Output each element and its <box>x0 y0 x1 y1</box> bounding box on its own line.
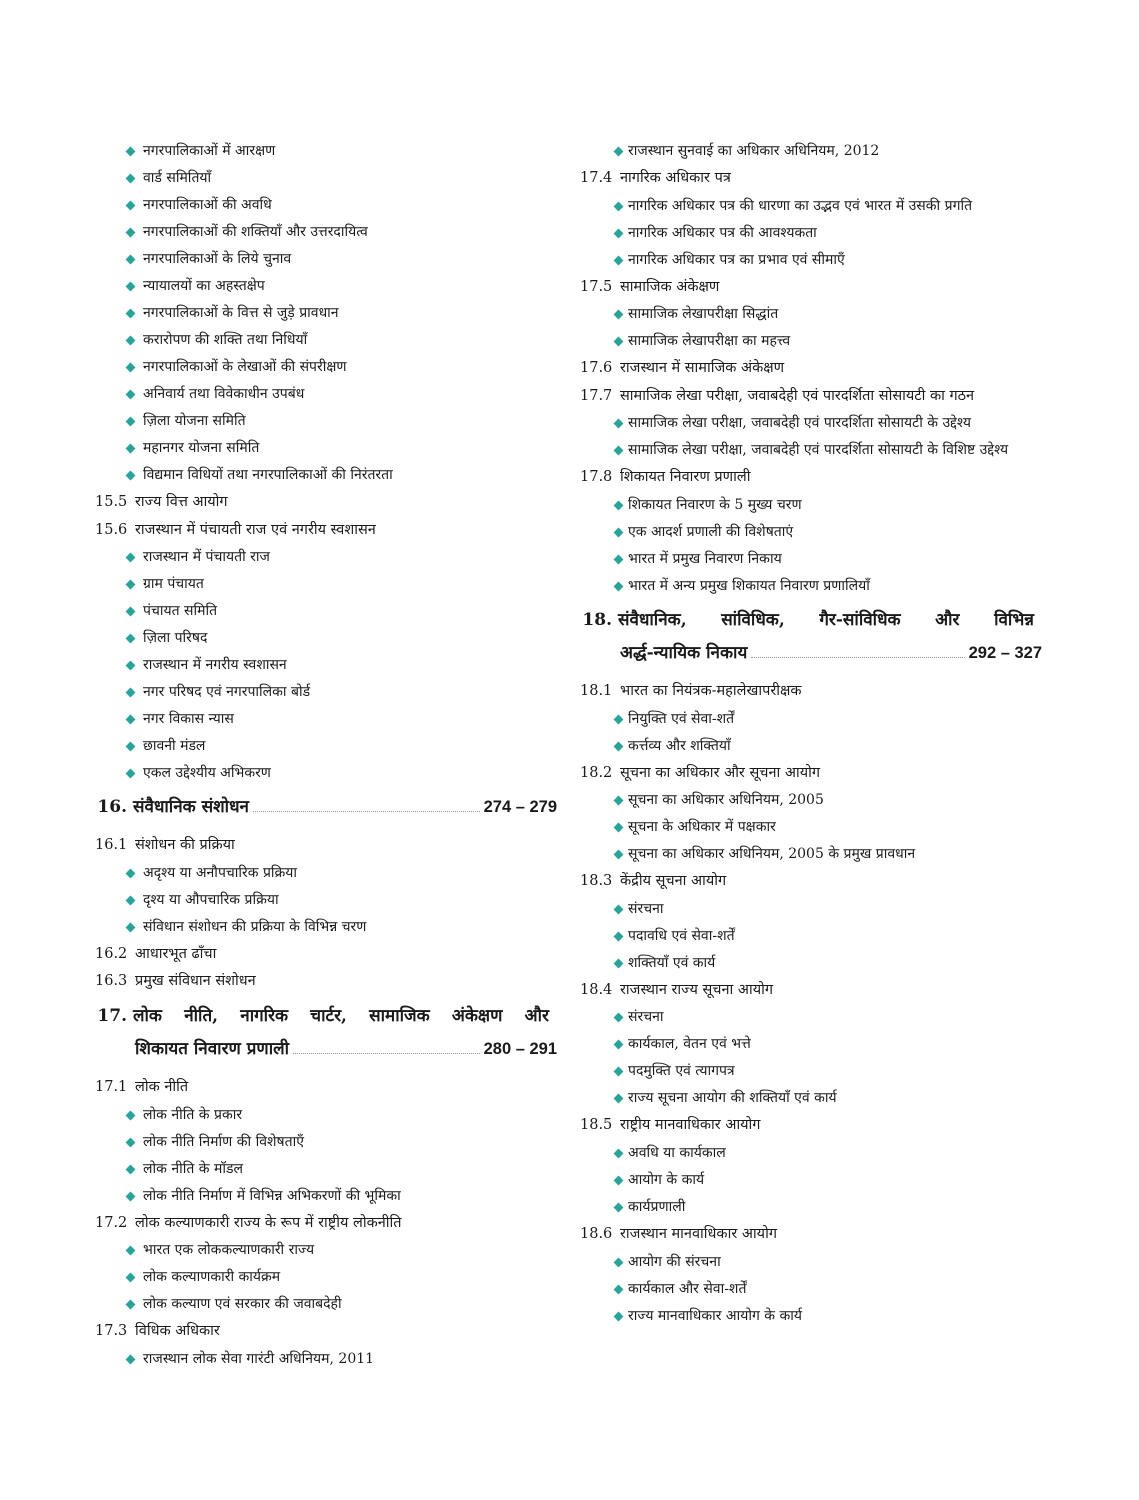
bullet-text: लोक नीति के प्रकार <box>143 1106 243 1123</box>
toc-bullet-item <box>580 138 1050 165</box>
chapter-number: 17. <box>97 1005 127 1026</box>
chapter-title-word: विभिन्न <box>994 609 1034 630</box>
bullet-text: कार्यप्रणाली <box>628 1198 686 1215</box>
section-title: राजस्थान मानवाधिकार आयोग <box>620 1225 778 1242</box>
bullet-text: शिकायत निवारण के 5 मुख्य चरण <box>628 496 802 513</box>
toc-bullet-item <box>95 887 565 914</box>
toc-bullet-item <box>95 1129 565 1156</box>
toc-bullet-item <box>580 410 1050 437</box>
bullet-text: भारत में प्रमुख निवारण निकाय <box>628 550 782 567</box>
section-title: विधिक अधिकार <box>135 1323 220 1340</box>
section-number: 15.5 <box>95 494 128 510</box>
toc-bullet-item <box>580 546 1050 573</box>
bullet-text: राज्य सूचना आयोग की शक्तियाँ एवं कार्य <box>628 1090 837 1107</box>
toc-bullet-item <box>95 462 565 489</box>
bullet-text: दृश्य या औपचारिक प्रक्रिया <box>143 891 279 908</box>
toc-bullet-item <box>95 1102 565 1129</box>
bullet-text: भारत में अन्य प्रमुख शिकायत निवारण प्रणालियाँ <box>628 577 870 594</box>
bullet-text: आयोग के कार्य <box>628 1171 705 1188</box>
section-title: राज्य वित्त आयोग <box>135 494 228 510</box>
spacer <box>580 670 1050 678</box>
chapter-title-word: नीति, <box>184 1005 219 1026</box>
bullet-text: सामाजिक लेखापरीक्षा सिद्धांत <box>628 306 779 323</box>
chapter-pages: 292 – 327 <box>968 643 1042 662</box>
chapter-line-1 <box>95 1000 565 1033</box>
toc-left-column <box>95 138 565 1373</box>
chapter-title-line-1 <box>133 1000 557 1033</box>
toc-bullet-item <box>580 706 1050 733</box>
spacer <box>95 1066 565 1074</box>
toc-bullet-item <box>580 247 1050 274</box>
toc-bullet-item <box>580 220 1050 247</box>
bullet-text: भारत एक लोककल्याणकारी राज्य <box>143 1242 315 1259</box>
section-number: 16.2 <box>95 945 128 962</box>
chapter-title-word: नागरिक <box>240 1005 289 1026</box>
toc-section-item <box>95 968 565 996</box>
bullet-text: सूचना का अधिकार अधिनियम, 2005 के प्रमुख प्रावधान <box>628 846 916 863</box>
section-number: 17.8 <box>580 469 613 486</box>
toc-bullet-item <box>95 435 565 462</box>
section-title: लोक कल्याणकारी राज्य के रूप में राष्ट्रीय लोकनीति <box>135 1214 402 1231</box>
toc-bullet-item <box>95 625 565 652</box>
toc-bullet-item <box>95 1291 565 1318</box>
bullet-text: संरचना <box>628 900 664 917</box>
toc-section-item <box>580 868 1050 896</box>
toc-bullet-item <box>580 573 1050 600</box>
section-title: शिकायत निवारण प्रणाली <box>620 469 751 486</box>
toc-chapter-heading <box>580 604 1050 637</box>
toc-bullet-item <box>95 860 565 887</box>
toc-bullet-item <box>95 1346 565 1373</box>
toc-bullet-item <box>580 1167 1050 1194</box>
section-title: लोक नीति <box>135 1078 189 1095</box>
toc-bullet-item <box>95 544 565 571</box>
section-number: 17.5 <box>580 278 613 295</box>
toc-section-item <box>95 1074 565 1102</box>
toc-bullet-item <box>95 571 565 598</box>
toc-bullet-item <box>580 814 1050 841</box>
bullet-text: राज्य मानवाधिकार आयोग के कार्य <box>628 1307 802 1324</box>
bullet-text: संविधान संशोधन की प्रक्रिया के विभिन्न चरण <box>143 918 367 935</box>
chapter-line-2 <box>620 637 1050 670</box>
section-title: केंद्रीय सूचना आयोग <box>620 873 727 890</box>
bullet-text: कार्यकाल और सेवा-शर्तें <box>628 1280 747 1297</box>
chapter-pages: 274 – 279 <box>483 798 557 817</box>
bullet-text: न्यायालयों का अहस्तक्षेप <box>143 278 265 294</box>
chapter-title-word: लोक <box>133 1005 162 1026</box>
dot-leader <box>293 1041 480 1054</box>
section-number: 18.5 <box>580 1117 613 1134</box>
toc-bullet-item <box>95 300 565 327</box>
toc-bullet-item <box>580 328 1050 355</box>
toc-chapter-heading <box>95 1000 565 1033</box>
chapter-title-word: अंकेक्षण <box>451 1005 503 1026</box>
bullet-text: पदमुक्ति एवं त्यागपत्र <box>628 1063 735 1080</box>
bullet-text: नगरपालिकाओं के वित्त से जुड़े प्रावधान <box>143 305 339 321</box>
section-title: सूचना का अधिकार और सूचना आयोग <box>620 764 821 781</box>
bullet-text: नगरपालिकाओं की शक्तियाँ और उत्तरदायित्व <box>143 224 368 240</box>
toc-bullet-item <box>580 1140 1050 1167</box>
toc-bullet-item <box>580 1004 1050 1031</box>
toc-bullet-item <box>580 1303 1050 1330</box>
bullet-text: छावनी मंडल <box>143 738 206 755</box>
bullet-text: नगर विकास न्यास <box>143 711 234 728</box>
toc-bullet-item <box>95 706 565 733</box>
section-number: 16.1 <box>95 837 128 854</box>
toc-section-item <box>95 1318 565 1346</box>
spacer <box>95 824 565 832</box>
chapter-title-word: सामाजिक <box>369 1005 430 1026</box>
bullet-text: लोक नीति के मॉडल <box>143 1160 243 1177</box>
section-title: भारत का नियंत्रक-महालेखापरीक्षक <box>620 682 802 699</box>
bullet-text: कर्त्तव्य और शक्तियाँ <box>628 737 731 754</box>
bullet-text: राजस्थान में पंचायती राज <box>143 549 270 566</box>
toc-chapter-heading-cont <box>95 1033 565 1066</box>
chapter-title-word: संवैधानिक, <box>618 609 687 630</box>
bullet-text: नागरिक अधिकार पत्र की धारणा का उद्भव एवं भारत में उसकी प्रगति <box>628 197 973 214</box>
bullet-text: महानगर योजना समिति <box>143 440 260 456</box>
section-number: 17.4 <box>580 170 613 186</box>
toc-bullet-item <box>95 733 565 760</box>
toc-bullet-item <box>580 437 1050 464</box>
toc-bullet-item <box>580 787 1050 814</box>
section-title: नागरिक अधिकार पत्र <box>620 170 731 186</box>
chapter-title-word: चार्टर, <box>310 1005 347 1026</box>
bullet-text: सूचना के अधिकार में पक्षकार <box>628 819 776 836</box>
chapter-title-line-1 <box>618 604 1042 637</box>
toc-bullet-item <box>580 1085 1050 1112</box>
section-title: आधारभूत ढाँचा <box>135 945 217 962</box>
toc-bullet-item <box>580 841 1050 868</box>
section-number: 17.3 <box>95 1323 128 1340</box>
section-number: 18.2 <box>580 764 613 781</box>
bullet-text: शक्तियाँ एवं कार्य <box>628 954 716 971</box>
section-title: सामाजिक लेखा परीक्षा, जवाबदेही एवं पारदर्शिता सोसायटी का गठन <box>620 387 975 404</box>
toc-section-item <box>580 1221 1050 1249</box>
bullet-text: वार्ड समितियाँ <box>143 170 212 186</box>
section-number: 18.6 <box>580 1225 613 1242</box>
bullet-text: आयोग की संरचना <box>628 1253 721 1270</box>
bullet-text: नागरिक अधिकार पत्र का प्रभाव एवं सीमाएँ <box>628 251 845 268</box>
bullet-text: नगरपालिकाओं के लिये चुनाव <box>143 251 292 267</box>
toc-bullet-item <box>580 1058 1050 1085</box>
toc-bullet-item <box>580 1194 1050 1221</box>
toc-bullet-item <box>95 679 565 706</box>
toc-section-item <box>95 941 565 969</box>
toc-bullet-item <box>95 246 565 273</box>
toc-bullet-item <box>580 193 1050 220</box>
bullet-text: नगरपालिकाओं के लेखाओं की संपरीक्षण <box>143 359 347 375</box>
chapter-title-word: सांविधिक, <box>721 609 785 630</box>
bullet-text: नियुक्ति एवं सेवा-शर्तें <box>628 710 735 727</box>
bullet-text: सूचना का अधिकार अधिनियम, 2005 <box>628 792 824 809</box>
bullet-text: राजस्थान में नगरीय स्वशासन <box>143 657 287 674</box>
dot-leader <box>253 799 480 812</box>
section-title: संशोधन की प्रक्रिया <box>135 837 235 854</box>
chapter-line-1 <box>580 604 1050 637</box>
toc-bullet-item <box>95 1264 565 1291</box>
bullet-text: पदावधि एवं सेवा-शर्तें <box>628 927 735 944</box>
toc-bullet-item <box>95 1237 565 1264</box>
bullet-text: सामाजिक लेखा परीक्षा, जवाबदेही एवं पारदर्शिता सोसायटी के उद्देश्य <box>628 415 971 432</box>
toc-chapter-heading-cont <box>580 637 1050 670</box>
toc-section-item <box>580 977 1050 1005</box>
toc-bullet-item <box>95 273 565 300</box>
section-number: 17.7 <box>580 387 613 404</box>
toc-bullet-item <box>95 1156 565 1183</box>
toc-section-item <box>580 383 1050 411</box>
section-number: 16.3 <box>95 973 128 990</box>
bullet-text: नागरिक अधिकार पत्र की आवश्यकता <box>628 224 817 241</box>
bullet-text: एक आदर्श प्रणाली की विशेषताएं <box>628 523 794 540</box>
section-title: राजस्थान राज्य सूचना आयोग <box>620 981 774 998</box>
toc-section-item <box>95 517 565 545</box>
section-title: राजस्थान में पंचायती राज एवं नगरीय स्वशासन <box>135 521 376 538</box>
chapter-pages: 280 – 291 <box>483 1039 557 1058</box>
chapter-title-word: गैर-सांविधिक <box>819 609 901 630</box>
bullet-text: लोक कल्याणकारी कार्यक्रम <box>143 1269 281 1286</box>
chapter-line <box>95 791 565 824</box>
chapter-line-2 <box>135 1033 565 1066</box>
section-title: राजस्थान में सामाजिक अंकेक्षण <box>620 360 785 377</box>
toc-bullet-item <box>580 950 1050 977</box>
chapter-title-word: और <box>524 1005 549 1026</box>
section-number: 18.1 <box>580 682 613 699</box>
toc-bullet-item <box>95 165 565 192</box>
section-title: राष्ट्रीय मानवाधिकार आयोग <box>620 1117 761 1134</box>
chapter-number: 18. <box>582 609 612 630</box>
bullet-text: नगरपालिकाओं में आरक्षण <box>143 143 276 159</box>
toc-bullet-item <box>95 760 565 787</box>
bullet-text: अवधि या कार्यकाल <box>628 1144 726 1161</box>
toc-section-item <box>580 678 1050 706</box>
toc-bullet-item <box>580 923 1050 950</box>
chapter-title-line-2: शिकायत निवारण प्रणाली <box>135 1038 290 1059</box>
bullet-text: संरचना <box>628 1009 664 1026</box>
bullet-text: लोक नीति निर्माण में विभिन्न अभिकरणों की भूमिका <box>143 1187 401 1204</box>
section-title: प्रमुख संविधान संशोधन <box>135 973 256 990</box>
toc-bullet-item <box>95 598 565 625</box>
toc-chapter-heading <box>95 791 565 824</box>
section-number: 15.6 <box>95 521 128 538</box>
toc-section-item <box>580 355 1050 383</box>
chapter-title: संवैधानिक संशोधन <box>133 797 249 818</box>
bullet-text: करारोपण की शक्ति तथा निधियाँ <box>143 332 308 348</box>
toc-bullet-item <box>580 1031 1050 1058</box>
bullet-text: नगर परिषद एवं नगरपालिका बोर्ड <box>143 684 311 701</box>
toc-bullet-item <box>95 354 565 381</box>
chapter-title-word: और <box>935 609 960 630</box>
bullet-text: राजस्थान लोक सेवा गारंटी अधिनियम, 2011 <box>143 1350 375 1367</box>
section-number: 18.4 <box>580 981 613 998</box>
toc-bullet-item <box>580 519 1050 546</box>
bullet-text: ज़िला परिषद <box>143 630 208 647</box>
toc-section-item <box>95 1210 565 1238</box>
bullet-text: लोक नीति निर्माण की विशेषताएँ <box>143 1133 304 1150</box>
toc-bullet-item <box>580 1276 1050 1303</box>
toc-section-item <box>580 760 1050 788</box>
toc-section-item <box>95 489 565 517</box>
toc-bullet-item <box>95 327 565 354</box>
section-number: 18.3 <box>580 873 613 890</box>
toc-bullet-item <box>95 381 565 408</box>
toc-bullet-item <box>95 1183 565 1210</box>
section-number: 17.1 <box>95 1078 128 1095</box>
toc-bullet-item <box>580 1249 1050 1276</box>
chapter-number: 16. <box>97 797 127 818</box>
toc-bullet-item <box>95 914 565 941</box>
bullet-text: सामाजिक लेखा परीक्षा, जवाबदेही एवं पारदर्शिता सोसायटी के विशिष्ट उद्देश्य <box>628 442 1009 459</box>
toc-section-item <box>580 165 1050 193</box>
toc-section-item <box>95 832 565 860</box>
toc-bullet-item <box>95 652 565 679</box>
toc-bullet-item <box>95 408 565 435</box>
bullet-text: लोक कल्याण एवं सरकार की जवाबदेही <box>143 1296 342 1313</box>
bullet-text: सामाजिक लेखापरीक्षा का महत्त्व <box>628 333 791 350</box>
toc-section-item <box>580 274 1050 302</box>
bullet-text: एकल उद्देश्यीय अभिकरण <box>143 765 271 782</box>
bullet-text: ज़िला योजना समिति <box>143 413 246 429</box>
bullet-text: पंचायत समिति <box>143 603 218 620</box>
bullet-text: नगरपालिकाओं की अवधि <box>143 197 272 213</box>
bullet-text: विद्यमान विधियों तथा नगरपालिकाओं की निरंतरता <box>143 467 393 483</box>
toc-bullet-item <box>580 492 1050 519</box>
toc-bullet-item <box>95 192 565 219</box>
bullet-text: अनिवार्य तथा विवेकाधीन उपबंध <box>143 386 305 402</box>
dot-leader <box>751 645 964 658</box>
toc-bullet-item <box>580 733 1050 760</box>
section-number: 17.2 <box>95 1214 128 1231</box>
toc-bullet-item <box>95 138 565 165</box>
toc-bullet-item <box>95 219 565 246</box>
bullet-text: ग्राम पंचायत <box>143 576 204 593</box>
bullet-text: अदृश्य या अनौपचारिक प्रक्रिया <box>143 864 298 881</box>
toc-right-column <box>580 138 1050 1330</box>
bullet-text: राजस्थान सुनवाई का अधिकार अधिनियम, 2012 <box>628 143 880 159</box>
chapter-title-line-2: अर्द्ध-न्यायिक निकाय <box>620 642 748 663</box>
toc-section-item <box>580 1112 1050 1140</box>
section-number: 17.6 <box>580 360 613 377</box>
toc-section-item <box>580 464 1050 492</box>
bullet-text: कार्यकाल, वेतन एवं भत्ते <box>628 1036 751 1053</box>
section-title: सामाजिक अंकेक्षण <box>620 278 720 295</box>
toc-bullet-item <box>580 301 1050 328</box>
toc-bullet-item <box>580 896 1050 923</box>
